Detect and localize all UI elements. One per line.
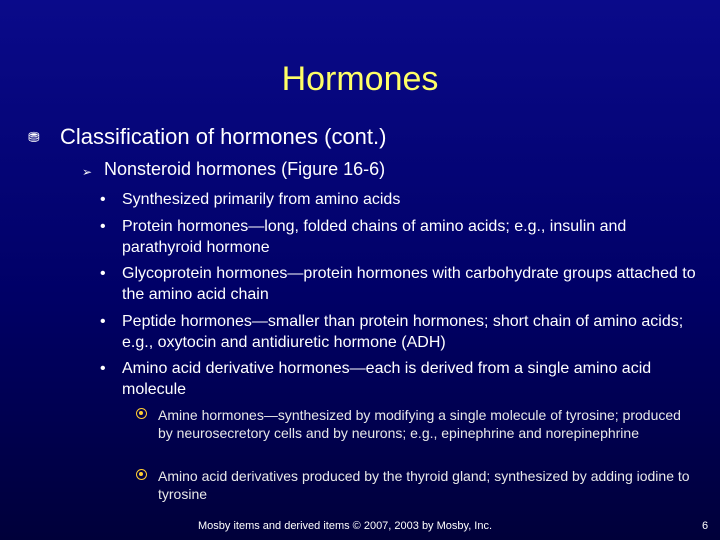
bullet-text: Synthesized primarily from amino acids bbox=[122, 191, 401, 208]
arrow-bullet-icon: ➢ bbox=[82, 165, 93, 179]
level1-bullet-icon: ⛃ bbox=[28, 129, 40, 145]
bullet-dot-icon: • bbox=[100, 360, 106, 377]
level2-text: Nonsteroid hormones (Figure 16-6) bbox=[104, 159, 386, 179]
footer-copyright: Mosby items and derived items © 2007, 2003 by Mosby, Inc. bbox=[198, 520, 493, 532]
target-bullet-icon bbox=[136, 469, 147, 480]
bullet-text: Peptide hormones—smaller than protein hormones; short chain of amino acids; e.g., oxytocin and antidiuretic hormone (ADH) bbox=[122, 313, 684, 351]
sub-bullet-text: Amino acid derivatives produced by the thyroid gland; synthesized by adding iodine to tyrosine bbox=[158, 468, 690, 502]
sub-bullet-text: Amine hormones—synthesized by modifying a single molecule of tyrosine; produced by neurosecretory cells and by neurons; e.g., epinephrine and norepinephrine bbox=[158, 407, 681, 441]
bullet-item bbox=[100, 311, 700, 353]
target-bullet-icon bbox=[136, 408, 147, 419]
level1-text: Classification of hormones (cont.) bbox=[60, 124, 387, 149]
bullet-text: Protein hormones—long, folded chains of amino acids; e.g., insulin and parathyroid hormone bbox=[122, 218, 627, 256]
slide-title: Hormones bbox=[281, 60, 439, 98]
sub-bullet-item bbox=[136, 406, 691, 442]
bullet-item bbox=[100, 216, 700, 258]
bullet-dot-icon: • bbox=[100, 191, 106, 208]
bullet-text: Glycoprotein hormones—protein hormones with carbohydrate groups attached to the amino acid chain bbox=[122, 265, 696, 303]
bullet-item bbox=[100, 189, 700, 210]
bullet-text: Amino acid derivative hormones—each is derived from a single amino acid molecule bbox=[122, 360, 652, 398]
sub-bullet-item bbox=[136, 467, 691, 503]
bullet-dot-icon: • bbox=[100, 218, 106, 235]
bullet-item bbox=[100, 263, 700, 305]
bullet-dot-icon: • bbox=[100, 313, 106, 330]
bullet-item bbox=[100, 358, 700, 400]
page-number: 6 bbox=[702, 520, 709, 532]
bullet-dot-icon: • bbox=[100, 265, 106, 282]
